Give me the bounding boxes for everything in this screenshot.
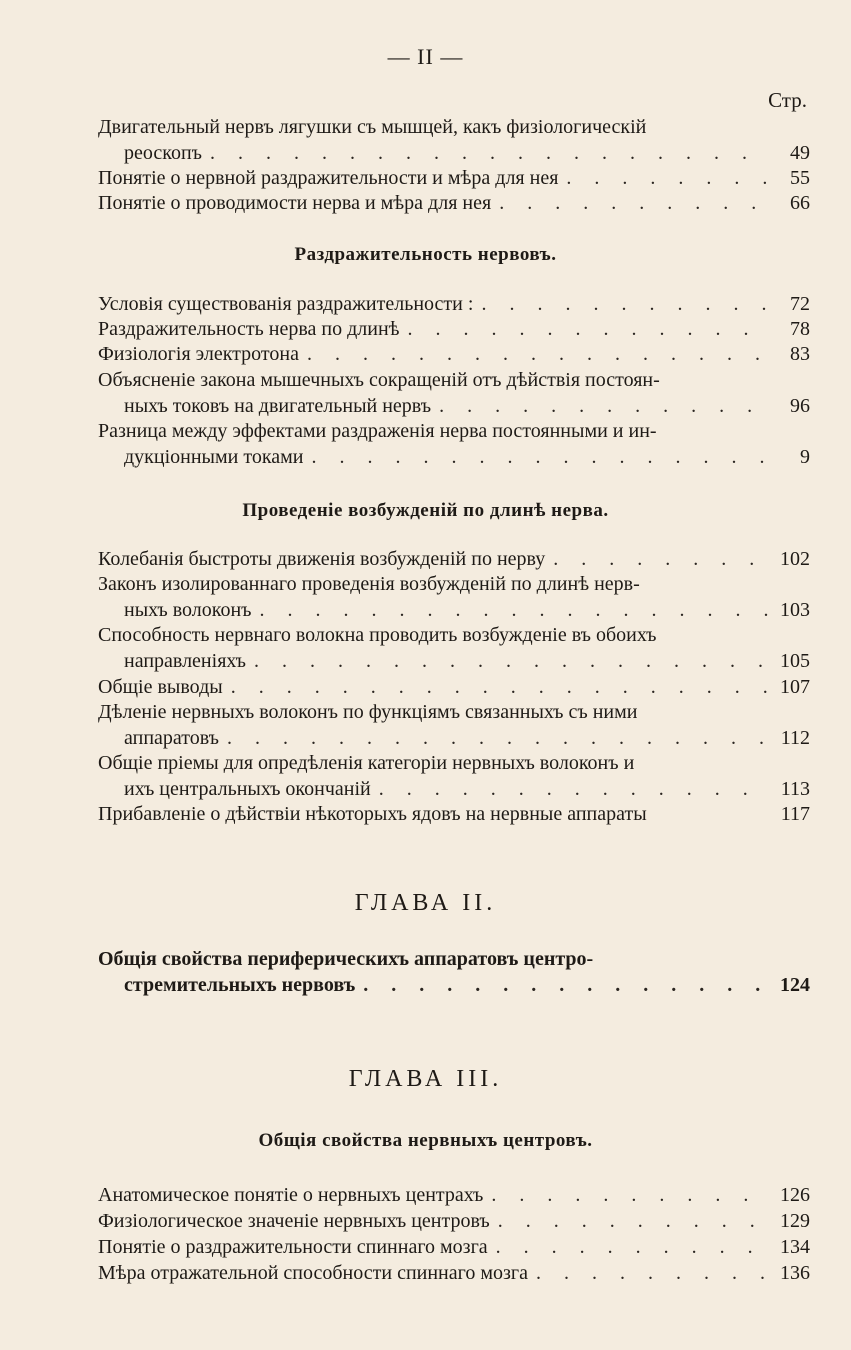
- entry-text: ныхъ волоконъ: [124, 599, 252, 621]
- leader-dots: [254, 648, 768, 674]
- page-number: 55: [790, 167, 810, 189]
- leader-dots: [307, 341, 768, 367]
- page-number: 129: [780, 1210, 810, 1232]
- page-folio: — II —: [387, 44, 464, 69]
- page-number: 107: [780, 676, 810, 698]
- leader-dots: [499, 190, 768, 216]
- toc-entry: [98, 367, 810, 419]
- page-number: 78: [790, 318, 810, 340]
- leader-dots: [536, 1260, 768, 1286]
- page-number: 9: [800, 446, 810, 468]
- leader-dots: [566, 165, 768, 191]
- toc-entry: [98, 341, 810, 367]
- entry-text: Понятiе о нервной раздражительности и мѣра для нея: [98, 167, 559, 189]
- entry-text: Физiологiя электротона: [98, 343, 299, 365]
- entry-text: Понятiе о раздражительности спиннаго мозга: [98, 1236, 488, 1258]
- leader-dots: [491, 1182, 768, 1208]
- entry-text: ныхъ токовъ на двигательный нервъ: [124, 395, 432, 417]
- entry-text: Разница между эффектами раздраженiя нерва постоянными и ин-: [98, 420, 657, 442]
- page-number: 112: [780, 727, 810, 749]
- page-number: 136: [780, 1262, 810, 1284]
- leader-dots: [363, 972, 768, 998]
- entry-text: Раздражительность нерва по длинѣ: [98, 318, 400, 340]
- toc-entry: [98, 1260, 810, 1286]
- leader-dots: [210, 140, 768, 166]
- leader-dots: [408, 316, 768, 342]
- page-column-header: Стр.: [768, 88, 807, 112]
- leader-dots: [231, 674, 768, 700]
- toc-entry: [98, 114, 810, 166]
- toc-entry: [98, 622, 810, 674]
- entry-text: Физiологическое значенiе нервныхъ центровъ: [98, 1210, 490, 1232]
- toc-entry: [98, 316, 810, 342]
- page-number: 117: [780, 803, 810, 825]
- leader-dots: [227, 725, 768, 751]
- page-number: 96: [790, 395, 810, 417]
- toc-entry: [98, 1182, 810, 1208]
- entry-text: реоскопъ: [124, 142, 202, 164]
- leader-dots: [496, 1234, 768, 1260]
- entry-text: Колебанiя быстроты движенiя возбужденiй по нерву: [98, 548, 546, 570]
- entry-text: аппаратовъ: [124, 727, 220, 749]
- section-heading: Общiя свойства нервныхъ центровъ.: [258, 1130, 593, 1151]
- entry-text: Мѣра отражательной способности спиннаго мозга: [98, 1262, 528, 1284]
- entry-text: Законъ изолированнаго проведенiя возбужденiй по длинѣ нерв-: [98, 573, 640, 595]
- entry-text: Понятiе о проводимости нерва и мѣра для нея: [98, 192, 492, 214]
- page-number: 113: [780, 778, 810, 800]
- entry-text: ихъ центральныхъ окончанiй: [124, 778, 371, 800]
- page-number: 102: [780, 548, 810, 570]
- entry-text: направленiяхъ: [124, 650, 246, 672]
- toc-entry: [98, 750, 810, 802]
- toc-entry: [98, 546, 810, 572]
- page-number: 126: [780, 1184, 810, 1206]
- toc-entry: [98, 418, 810, 470]
- page-number: 134: [780, 1236, 810, 1258]
- toc-entry: [98, 165, 810, 191]
- entry-text: Общiе выводы: [98, 676, 223, 698]
- leader-dots: [379, 776, 768, 802]
- entry-text: Анатомическое понятiе о нервныхъ центрахъ: [98, 1184, 484, 1206]
- toc-entry: [98, 801, 810, 827]
- leader-dots: [260, 597, 769, 623]
- leader-dots: [498, 1208, 768, 1234]
- page-number: 124: [780, 974, 810, 996]
- section-heading: Проведенiе возбужденiй по длинѣ нерва.: [242, 500, 609, 521]
- entry-text: Дѣленiе нервныхъ волоконъ по функцiямъ связанныхъ съ ними: [98, 701, 638, 723]
- entry-text: стремительныхъ нервовъ: [124, 974, 356, 996]
- entry-text: Двигательный нервъ лягушки съ мышцей, какъ физiологическiй: [98, 116, 647, 138]
- page-number: 49: [790, 142, 810, 164]
- toc-entry: [98, 291, 810, 317]
- entry-text: дукцiонными токами: [124, 446, 304, 468]
- toc-entry: [98, 190, 810, 216]
- leader-dots: [439, 393, 768, 419]
- chapter-heading: ГЛАВА III.: [348, 1066, 503, 1092]
- toc-entry: [98, 571, 810, 623]
- page-number: 103: [780, 599, 810, 621]
- toc-entry: [98, 674, 810, 700]
- page-number: 72: [790, 293, 810, 315]
- entry-text: Общiя свойства периферическихъ аппаратовъ центро-: [98, 948, 594, 970]
- page-number: 105: [780, 650, 810, 672]
- section-heading: Раздражительность нервовъ.: [294, 244, 557, 265]
- page-number: 83: [790, 343, 810, 365]
- toc-entry: [98, 1208, 810, 1234]
- entry-text: Прибавленiе о дѣйствiи нѣкоторыхъ ядовъ на нервные аппараты: [98, 803, 647, 825]
- entry-text: Общiе прiемы для опредѣленiя категорiи нервныхъ волоконъ и: [98, 752, 635, 774]
- entry-text: Способность нервнаго волокна проводить возбужденiе въ обоихъ: [98, 624, 657, 646]
- leader-dots: [481, 291, 768, 317]
- chapter-heading: ГЛАВА II.: [354, 890, 497, 916]
- toc-entry: [98, 699, 810, 751]
- page-number: 66: [790, 192, 810, 214]
- entry-text: Условiя существованiя раздражительности :: [98, 293, 474, 315]
- toc-entry: [98, 1234, 810, 1260]
- toc-entry: [98, 946, 810, 998]
- leader-dots: [311, 444, 768, 470]
- entry-text: Объясненiе закона мышечныхъ сокращенiй отъ дѣйствiя постоян-: [98, 369, 660, 391]
- leader-dots: [553, 546, 768, 572]
